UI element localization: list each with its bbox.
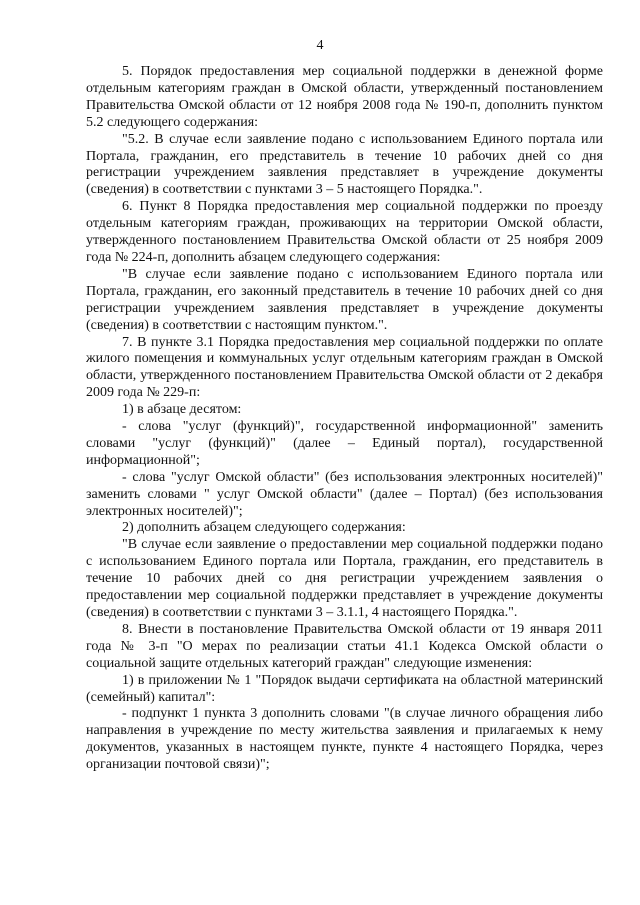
- document-body: [86, 64, 603, 774]
- paragraph-item-7-sub-2: 2) дополнить абзацем следующего содержания:: [122, 520, 406, 536]
- page-number: 4: [316, 38, 324, 53]
- paragraph-item-7-sub-2-text: "В случае если заявление о предоставлении мер социальной поддержки подано с использованием Единого портала или Портала, гражданин, его представитель в течение 10 рабочих дней со дня регистрации учреждением заявления о предоставлении мер социальной поддержки представляет в учреждение документы (сведения) в соответствии с пунктами 3 – 3.1.1, 4 настоящего Порядка.".: [86, 537, 603, 620]
- paragraph-item-7-sub-1-a: - слова "услуг (функций)", государственной информационной" заменить словами "услуг (функций)" (далее – Единый портал), государственной информационной";: [86, 419, 603, 468]
- paragraph-item-8-sub-1: 1) в приложении № 1 "Порядок выдачи сертификата на областной материнский (семейный) капитал":: [86, 672, 603, 705]
- paragraph-item-7-sub-1: 1) в абзаце десятом:: [122, 402, 242, 418]
- paragraph-item-5-2-text: "5.2. В случае если заявление подано с использованием Единого портала или Портала, гражданин, его представитель в течение 10 рабочих дней со дня регистрации учреждением заявления представляет в учреждение документы (сведения) в соответствии с пунктами 3 – 5 настоящего Порядка.".: [86, 131, 603, 198]
- paragraph-item-7-sub-1-b: - слова "услуг Омской области" (без использования электронных носителей)" заменить словами " услуг Омской области" (далее – Портал) (без использования электронных носителей)";: [86, 469, 603, 519]
- paragraph-item-5: 5. Порядок предоставления мер социальной поддержки в денежной форме отдельным категориям граждан в Омской области, утвержденный постановлением Правительства Омской области от 12 ноября 2008 года № 190-п, дополнить пунктом 5.2 следующего содержания:: [86, 64, 603, 130]
- paragraph-item-8: 8. Внести в постановление Правительства Омской области от 19 января 2011 года № 3-п "О мерах по реализации статьи 41.1 Кодекса Омской области о социальной защите отдельных категорий граждан" следующие изменения:: [86, 621, 603, 671]
- paragraph-item-6-text: "В случае если заявление подано с использованием Единого портала или Портала, гражданин, его законный представитель в течение 10 рабочих дней со дня регистрации учреждением заявления представляет в учреждение документы (сведения) в соответствии с настоящим пунктом.".: [86, 266, 603, 333]
- paragraph-item-6: 6. Пункт 8 Порядка предоставления мер социальной поддержки по проезду отдельным категориям граждан, проживающих на территории Омской области, утвержденного постановлением Правительства Омской области от 25 ноября 2009 года № 224-п, дополнить абзацем следующего содержания:: [86, 199, 603, 265]
- paragraph-item-7: 7. В пункте 3.1 Порядка предоставления мер социальной поддержки по оплате жилого помещения и коммунальных услуг отдельным категориям граждан в Омской области, утвержденного постановлением Правительства Омской области от 2 декабря 2009 года № 229-п:: [86, 334, 603, 401]
- paragraph-item-8-sub-1-a: - подпункт 1 пункта 3 дополнить словами "(в случае личного обращения либо направления в учреждение по месту жительства заявления и прилагаемых к нему документов, указанных в настоящем пункте, пункте 4 настоящего Порядка, через организации почтовой связи)";: [86, 706, 603, 773]
